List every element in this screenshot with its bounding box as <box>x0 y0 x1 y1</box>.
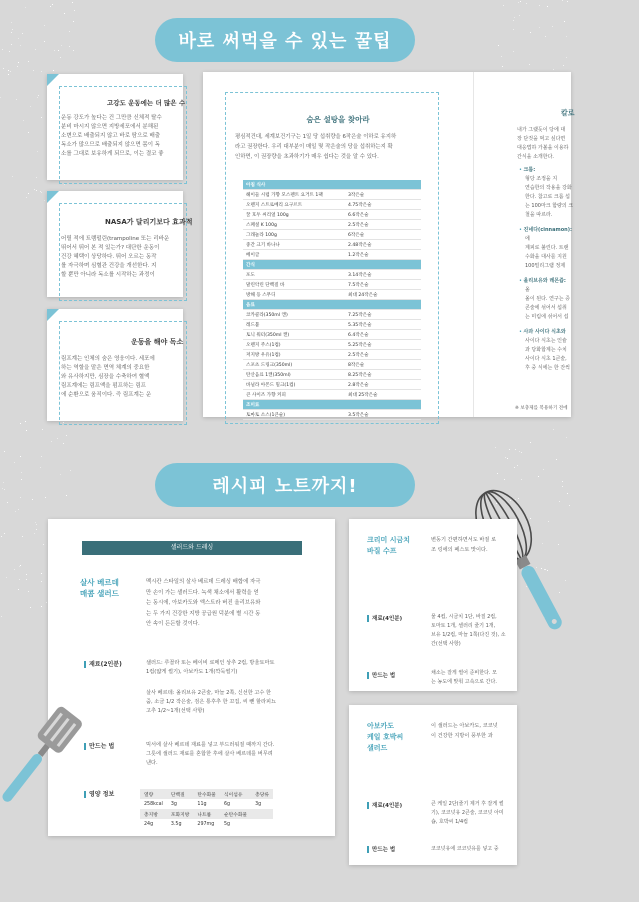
text-line: 변동기 간편하면서도 바질 로 <box>431 537 497 543</box>
spread-title: 숨은 설탕을 찾아라 <box>306 115 370 124</box>
tip-card-3 <box>47 309 183 421</box>
table-row: 그래놀라 100g 6작은술 <box>243 230 421 240</box>
text-line: 아보카도 <box>367 722 395 730</box>
text-line: 사이다 식초 1큰술, <box>525 356 567 362</box>
sugar-table <box>243 180 421 420</box>
table-row: 스페셜 K 100g 2.5작은술 <box>243 220 421 230</box>
ingredients <box>431 613 506 649</box>
text-line: 기), 코코넛유 2큰술, 코코넛 아미 <box>431 810 504 816</box>
spread-left-page <box>203 72 474 417</box>
recipe-page-kale <box>349 705 517 865</box>
table-row: 중간 크기 바나나 2.48작은술 <box>243 240 421 250</box>
text-line: 그릇에 샐러드 재료를 혼합한 후에 살사 베르데를 버무려 <box>146 751 273 757</box>
table-row: 꿀 호두 씨리얼 100g 6.6작은술 <box>243 210 421 220</box>
text-line: 올 <box>525 287 530 293</box>
text-line: 1컵(얇게 썰기), 아보카도 1개(깍둑썰기) <box>146 669 238 675</box>
card-body <box>61 114 164 159</box>
right-footnote: ※ 보충제를 복용하기 전에 <box>515 406 568 411</box>
text-line: 독소가 많으므로 배출되지 않으면 몸이 독 <box>61 142 161 148</box>
text-line: 내가 그랬듯이 당에 대 <box>517 127 566 133</box>
table-section: 조미료 <box>243 400 421 410</box>
table-row: 토마토 소스(1큰술) 3.5작은술 <box>243 410 421 420</box>
nutrition-label: 영양 정보 <box>84 789 114 798</box>
text-line: 철을 따르라. <box>525 212 553 218</box>
table-row: 레드불 5.35작은술 <box>243 320 421 330</box>
table-section: 음료 <box>243 300 421 310</box>
text-line: 는 두 가지 건강한 지방 공급원 덕분에 별 시간 동 <box>146 610 261 617</box>
method-label: 만드는 법 <box>84 741 114 750</box>
text-line: 믹서에 살사 베르데 재료를 넣고 부드러워질 때까지 간다. <box>146 742 275 748</box>
table-section: 아침 식사 <box>243 180 421 190</box>
table-row: 탄산음료 1캔(350ml) 8.25작은술 <box>243 370 421 380</box>
text-line: 살사 베르데: 올리브유 2큰술, 마늘 2쪽, 신선한 고수 한 <box>146 690 272 696</box>
section-title-recipes-label: 레시피 노트까지! <box>212 476 358 497</box>
section-title-tips-label: 바로 써먹을 수 있는 꿀팁 <box>178 31 392 52</box>
recipe-name <box>367 721 403 754</box>
text-line: 이 샐러드는 아보카도, 코코넛 <box>431 723 498 729</box>
spread-intro <box>235 132 396 162</box>
bullet-head: • 사과 사이다 식초와 <box>519 329 566 335</box>
table-row: 방해 등 스무디 최대 24작은술 <box>243 290 421 300</box>
card-title: 고강도 운동에는 더 많은 수 <box>107 99 186 107</box>
nutrition-row: 총지방 포화지방 나트륨 순탄수화물 <box>140 809 273 819</box>
spatula-icon <box>0 700 80 820</box>
ingredients-label: 재료(2인분) <box>84 659 122 668</box>
text-line: 는 미림에 섞어서 섭 <box>525 314 569 320</box>
nutrition-row: 열량 단백질 탄수화물 식이섬유 총당류 <box>140 789 273 799</box>
card-body <box>61 235 169 280</box>
table-row: 말린악린 단백질 바 7.5작은술 <box>243 280 421 290</box>
card-body <box>61 355 155 400</box>
table-row: 오렌지 주스(1컵) 5.25작은술 <box>243 340 421 350</box>
card-corner <box>47 191 59 203</box>
table-row: 베이글 1.2작은술 <box>243 250 421 260</box>
text-line: 하는 역할을 맡은 면역 체계의 중요한 <box>61 365 150 371</box>
recipe-name <box>367 535 410 557</box>
card-title: NASA가 달리기보다 효과적 <box>105 218 193 226</box>
nutrition-row: 24g 3.5g 297mg 5g <box>144 821 231 827</box>
text-line: 코코넛유에 코코넛유를 넣고 중 <box>431 846 499 852</box>
table-row: 헤이들 시럽 가향 모스펜트 요거트 1팩 3작은술 <box>243 190 421 200</box>
text-line: 한다. 참고로 크롬 섭 <box>525 194 570 200</box>
text-line: 와 유사하지만, 심장을 수축하여 혈액 <box>61 374 150 380</box>
table-section: 간식 <box>243 260 421 270</box>
salad-ingredients <box>146 659 275 677</box>
text-line: 사이다 식초는 인슐 <box>525 338 567 344</box>
text-line: 할 뿐만 아니라 독소를 시작하는 과정이 <box>61 272 155 278</box>
text-line: 림프계는 인체의 숨은 영웅이다. 세포에 <box>61 356 155 362</box>
text-line: 만 손이 가는 샐러드다. 녹색 채소에서 활력을 얻 <box>146 589 259 596</box>
text-line: 채소는 잘게 썰어 준비한다. 모 <box>431 670 497 676</box>
bullet-item <box>519 226 639 271</box>
spread-right-page <box>475 72 575 417</box>
text-line: 멕시칸 스타일의 살사 베르데 드레싱 배합에 자극 <box>146 579 261 585</box>
text-line: 평심적건대, 세계보건기구는 1일 당 섭취량을 6작은술 이하로 유지하 <box>235 134 397 140</box>
tip-card-1 <box>47 74 186 180</box>
bullet-head: • 올리브유와 레몬즙: <box>519 278 566 284</box>
ingredients <box>431 800 504 827</box>
text-line: 장 단것을 먹고 싶다면 <box>517 136 566 142</box>
table-row: 스포츠 드링크(350ml) 8작은술 <box>243 360 421 370</box>
method-steps <box>431 669 497 687</box>
text-line: 에 <box>525 236 530 242</box>
text-line: 를 자극하며 심혈관 건강을 개선한다. 지 <box>61 263 157 269</box>
text-line: 분비 마시지 않으면 지방세포에서 분해된 <box>61 124 159 130</box>
recipe-desc <box>146 577 260 630</box>
sugar-spread <box>203 72 575 418</box>
text-line: 매콤 샐러드 <box>80 589 119 598</box>
nutrition-table <box>140 789 273 829</box>
text-line: 살사 베르데 <box>80 578 119 587</box>
text-line: 올이 된다. 연구는 증 <box>525 296 570 302</box>
method-label: 만드는 법 <box>367 845 395 853</box>
text-line: 낸다. <box>146 760 158 766</box>
text-line: 과 당화합계는 수치 <box>525 347 567 353</box>
text-line: 콘술에 섞어서 섭취 <box>525 305 567 311</box>
table-row: 저지방 우유(1컵) 2.5작은술 <box>243 350 421 360</box>
dressing-ingredients <box>146 689 276 716</box>
card-corner <box>47 74 59 86</box>
table-row: 큰 사이즈 가향 커피 최대 25작은술 <box>243 390 421 400</box>
table-row: 오렌지 스트로베리 요구르트 4.75작은술 <box>243 200 421 210</box>
text-line: 수화을 대사를 지원 <box>525 254 567 260</box>
tip-card-2 <box>47 191 193 297</box>
text-line: 는 동시에, 아보카도와 엑스트라 버진 올리브유와 <box>146 600 261 606</box>
card-title: 운동을 해야 독소 <box>131 338 184 346</box>
nutrition-row: 258kcal 3g 11g 6g 3g <box>144 801 262 807</box>
text-line: 물 4컵, 시금치 1단, 바질 2컵, <box>431 614 497 620</box>
text-line: 운동 강도가 높다는 건 그만큼 신체적 탈수 <box>61 115 162 121</box>
method-steps <box>146 741 274 768</box>
recipe-desc <box>431 721 498 741</box>
text-line: 숍, 호박씨 1/4컵 <box>431 819 468 825</box>
table-row: 포도 3.14작은술 <box>243 270 421 280</box>
recipe-page-main <box>48 519 335 836</box>
bullet-item <box>519 328 639 373</box>
text-line: 는 농도에 맞춰 고속으로 간다. <box>431 679 497 685</box>
text-line: 뛰어서 뛰어 본 적 있는가? 대단한 운동이 <box>61 245 160 251</box>
text-line: 연습한의 작용을 강화 <box>525 185 572 191</box>
right-bullets <box>519 166 639 379</box>
text-line: 소변으로 배출되지 않고 바로 땀으로 배출 <box>61 133 161 139</box>
bullet-item <box>519 166 639 220</box>
text-line: 간(선택 사항) <box>431 641 461 647</box>
bullet-head: • 진네다(cinnamon): <box>519 227 572 233</box>
text-line: 라고 권장한다. 우리 대부분이 매일 몇 작은술의 당을 섭취하는지 확 <box>235 144 393 150</box>
recipe-banner: 샐러드와 드레싱 <box>82 541 302 555</box>
table-row: 토닉 워터(350ml 캔) 6.4작은술 <box>243 330 421 340</box>
text-line: 계피로 불린다. 트랜 <box>525 245 569 251</box>
text-line: 샐러드 <box>367 744 388 752</box>
text-line: 100밀리그램 정제 <box>525 263 566 269</box>
text-line: 이 건강한 지방이 풍부한 과 <box>431 733 493 739</box>
method-label: 만드는 법 <box>367 671 395 679</box>
text-line: 조 링에의 페스토 맛이다. <box>431 547 488 553</box>
text-line: 고추 1/2~1개(선택 사항) <box>146 708 205 714</box>
method-steps <box>431 845 499 854</box>
recipe-name <box>80 577 119 599</box>
text-line: 줌, 소금 1/2 작은술, 검은 통후추 한 꼬집, 씨 뺀 할라피뇨 <box>146 699 277 705</box>
text-line: 후 중 식에는 한 잔씩 <box>525 365 570 371</box>
bullet-head: • 크롬: <box>519 167 536 173</box>
right-title: 칼로 <box>561 109 575 117</box>
text-line: 대응법하 가볼을 이용하 <box>517 145 569 151</box>
text-line: 샐러드: 루꼴라 또는 베이비 로메인 상추 2컵, 방울토마토 <box>146 660 275 666</box>
recipe-desc <box>431 535 496 555</box>
section-title-tips <box>155 18 415 62</box>
table-row: 바닐라 아몬드 밀크(1컵) 2.8작은술 <box>243 380 421 390</box>
text-line: 는 100마크 함량의 크 <box>525 203 574 209</box>
recipe-page-soup <box>349 519 517 691</box>
text-line: 에 순환으로 움직이다. 즉 림프계는 운 <box>61 392 152 398</box>
bullet-item <box>519 277 639 322</box>
text-line: 크리미 시금치 <box>367 536 411 544</box>
text-line: 브유 1/2컵, 마늘 1쪽(다진 것), 소 <box>431 632 506 638</box>
text-line: 큰 케일 2단(줄기 제거 후 잘게 썰 <box>431 801 504 807</box>
text-line: 건강 혜택이 상당하다. 뛰어 오르는 동작 <box>61 254 157 260</box>
text-line: 안 속이 든든할 것이다. <box>146 621 200 627</box>
card-corner <box>47 309 59 321</box>
text-line: 소를 그대로 보유하게 되므로, 이는 결코 좋 <box>61 151 164 157</box>
table-row: 코카콜라(350ml 캔) 7.25작은술 <box>243 310 421 320</box>
text-line: 케일 호박씨 <box>367 733 404 741</box>
ingredients-label: 재료(4인분) <box>367 801 402 809</box>
text-line: 어릴 적에 트램펄린(trampoline 또는 리바운 <box>61 236 170 242</box>
text-line: 림프계에는 림프액을 펌프하는 림프 <box>61 383 146 389</box>
text-line: 간식을 소개한다. <box>517 154 554 160</box>
text-line: 토마토 1개, 셀러리 줄기 1개, <box>431 623 496 629</box>
text-line: 인하면, 이 권장량을 초과하기가 매우 쉽다는 것을 알 수 있다. <box>235 154 379 160</box>
right-intro <box>517 126 568 162</box>
text-line: 바질 수프 <box>367 547 397 555</box>
section-title-recipes <box>155 463 415 507</box>
ingredients-label: 재료(4인분) <box>367 614 402 622</box>
text-line: 형당 조정을 지 <box>525 176 558 182</box>
